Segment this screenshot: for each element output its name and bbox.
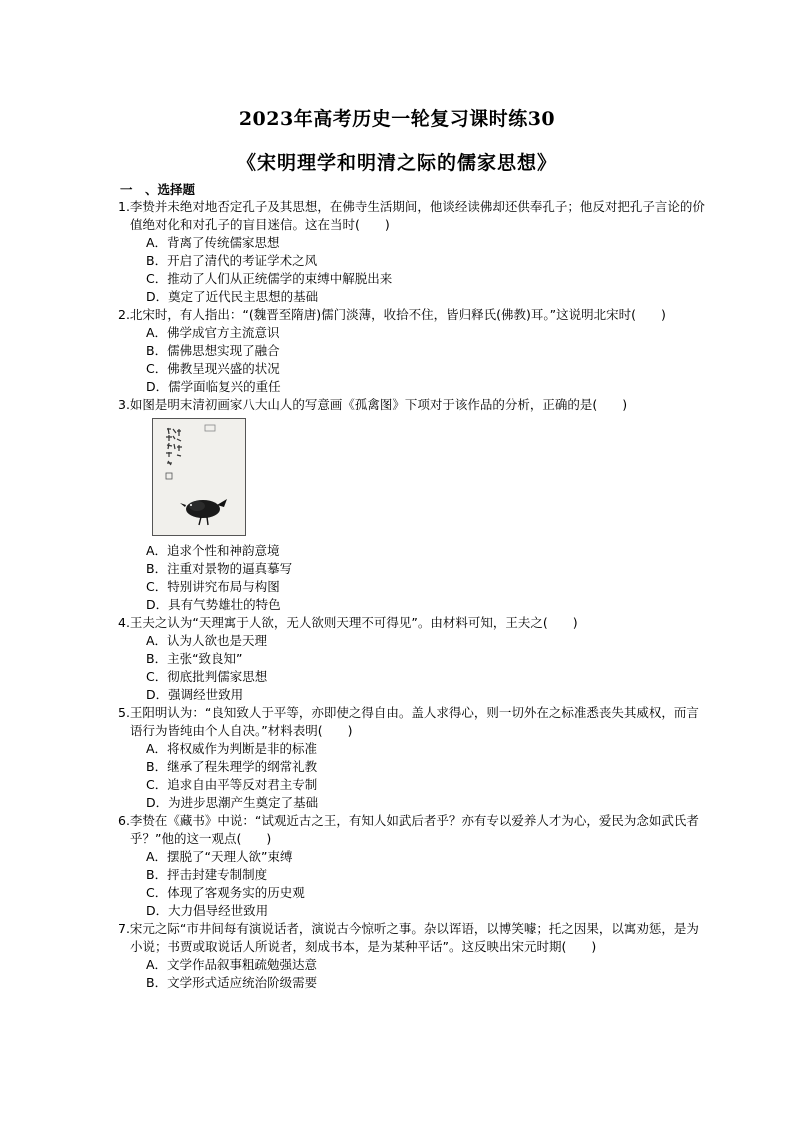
option-d: D．强调经世致用 <box>146 687 244 702</box>
option-d: D．大力倡导经世致用 <box>146 903 269 918</box>
option-c: C．追求自由平等反对君主专制 <box>146 777 318 792</box>
option-a: A．认为人欲也是天理 <box>146 633 268 648</box>
option-c: C．推动了人们从正统儒学的束缚中解脱出来 <box>146 271 393 286</box>
painting-image <box>153 419 245 535</box>
option-c: C．彻底批判儒家思想 <box>146 669 268 684</box>
question-3 <box>118 396 708 614</box>
question-stem: 5.王阳明认为：“良知致人于平等，亦即使之得自由。盖人求得心，则一切外在之标准悉丧失其威权，而言语行为皆纯由个人自决。”材料表明( ) <box>118 705 699 738</box>
option-d: D．具有气势雄壮的特色 <box>146 597 281 612</box>
page-subtitle: 《宋明理学和明清之际的儒家思想》 <box>236 152 557 174</box>
question-4 <box>118 614 708 704</box>
option-a: A．摆脱了“天理人欲”束缚 <box>146 849 293 864</box>
option-a: A．佛学成官方主流意识 <box>146 325 280 340</box>
question-stem: 1.李贽并未绝对地否定孔子及其思想，在佛寺生活期间，他谈经读佛却还供奉孔子；他反对把孔子言论的价值绝对化和对孔子的盲目迷信。这在当时( ) <box>118 199 705 232</box>
page-title: 2023年高考历史一轮复习课时练30 <box>238 108 556 130</box>
question-1 <box>118 198 708 306</box>
lone-bird-painting <box>152 418 246 536</box>
option-d: D．为进步思潮产生奠定了基础 <box>146 795 319 810</box>
option-d: D．儒学面临复兴的重任 <box>146 379 281 394</box>
option-b: B．主张“致良知” <box>146 651 243 666</box>
question-stem: 2.北宋时，有人指出：“(魏晋至隋唐)儒门淡薄，收拾不住，皆归释氏(佛教)耳。”这说明北宋时( ) <box>118 307 666 322</box>
question-2 <box>118 306 708 396</box>
question-5 <box>118 704 708 812</box>
option-b: B．抨击封建专制制度 <box>146 867 268 882</box>
question-stem: 7.宋元之际“市井间每有演说话者，演说古今惊听之事。杂以诨语，以博笑噱；托之因果，以寓劝惩，是为小说；书贾或取说话人所说者，刻成书本，是为某种平话”。这反映出宋元时期( ) <box>118 921 699 954</box>
option-a: A．背离了传统儒家思想 <box>146 235 280 250</box>
option-b: B．继承了程朱理学的纲常礼教 <box>146 759 318 774</box>
question-stem: 6.李贽在《藏书》中说：“试观近古之王，有知人如武后者乎？亦有专以爱养人才为心，爱民为念如武氏者乎？”他的这一观点( ) <box>118 813 699 846</box>
option-c: C．佛教呈现兴盛的状况 <box>146 361 280 376</box>
option-c: C．特别讲究布局与构图 <box>146 579 280 594</box>
option-b: B．文学形式适应统治阶级需要 <box>146 975 318 990</box>
option-c: C．体现了客观务实的历史观 <box>146 885 305 900</box>
option-b: B．开启了清代的考证学术之风 <box>146 253 318 268</box>
option-a: A．文学作品叙事粗疏勉强达意 <box>146 957 318 972</box>
option-b: B．儒佛思想实现了融合 <box>146 343 280 358</box>
question-stem: 4.王夫之认为“天理寓于人欲，无人欲则天理不可得见”。由材料可知，王夫之( ) <box>118 615 578 630</box>
option-a: A．将权威作为判断是非的标准 <box>146 741 318 756</box>
option-a: A．追求个性和神韵意境 <box>146 543 280 558</box>
question-7 <box>118 920 708 992</box>
question-stem: 3.如图是明末清初画家八大山人的写意画《孤禽图》下项对于该作品的分析，正确的是( ) <box>118 397 628 412</box>
question-6 <box>118 812 708 920</box>
question-list <box>118 198 708 992</box>
option-d: D．奠定了近代民主思想的基础 <box>146 289 319 304</box>
section-heading: 一 、选择题 <box>120 182 196 197</box>
option-b: B．注重对景物的逼真摹写 <box>146 561 293 576</box>
